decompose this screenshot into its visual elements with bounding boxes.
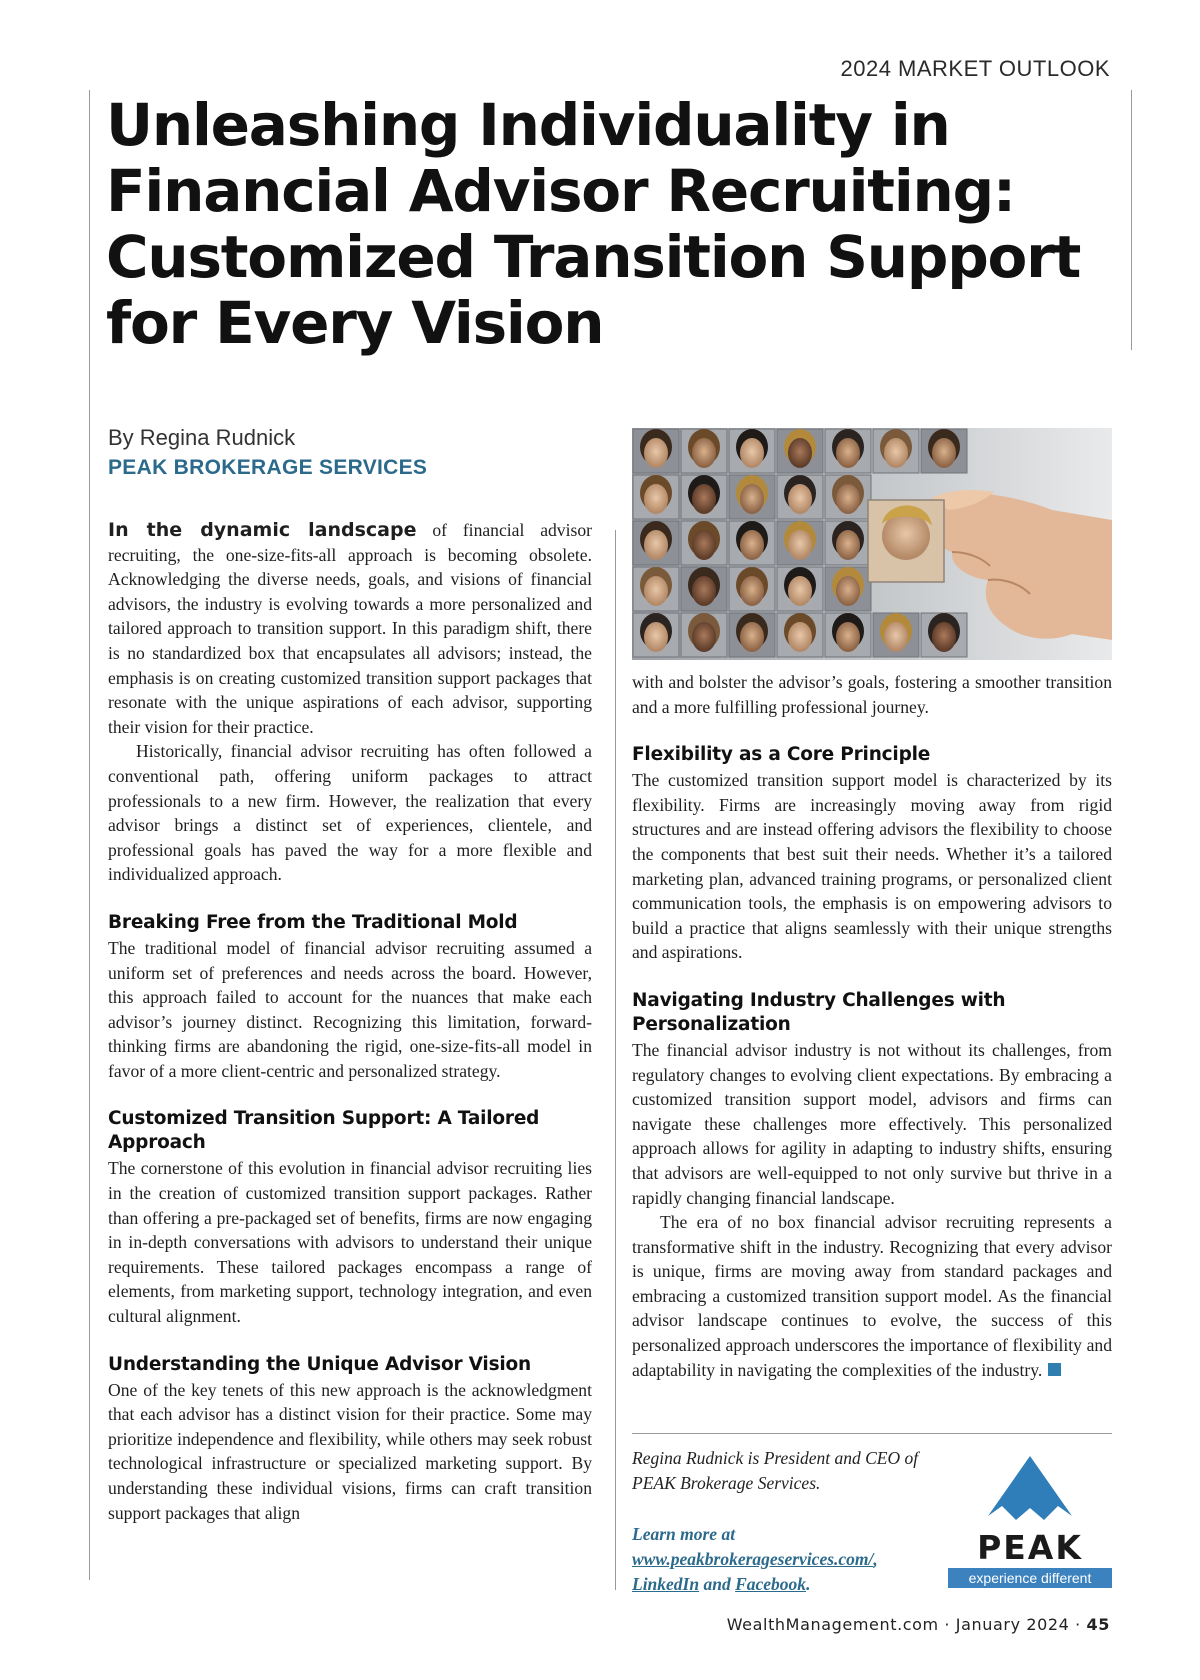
end-square-icon	[1048, 1363, 1061, 1376]
left-column	[108, 518, 592, 1525]
historically-paragraph: Historically, financial advisor recruiting has often followed a conventional path, offering uniform packages to attract professionals to a new firm. However, the realization that every advisor brings a distinct set of experiences, clientele, and professional goals has paved the way for a more flexible and individualized approach.	[108, 741, 592, 885]
puzzle-faces-illustration	[632, 428, 1112, 660]
heading-breaking-free: Breaking Free from the Traditional Mold	[108, 911, 518, 933]
heading-navigating-challenges: Navigating Industry Challenges with Personalization	[632, 989, 1006, 1035]
intro-lead: In the dynamic landscape	[108, 519, 417, 541]
continued-paragraph: with and bolster the advisor’s goals, fostering a smoother transition and a more fulfilling professional journey.	[632, 672, 1112, 717]
footer-site: WealthManagement.com	[726, 1615, 939, 1634]
page-number: 45	[1086, 1615, 1110, 1634]
learn-more	[632, 1522, 932, 1597]
author-bio: Regina Rudnick is President and CEO of PEAK Brokerage Services.	[632, 1448, 919, 1493]
section-label: 2024 MARKET OUTLOOK	[840, 56, 1110, 81]
heading-unique-vision: Understanding the Unique Advisor Vision	[108, 1353, 532, 1375]
link-separator: ,	[873, 1549, 878, 1569]
footer-date: January 2024	[955, 1615, 1070, 1634]
customized-support-paragraph: The cornerstone of this evolution in financial advisor recruiting lies in the creation of customized transition support packages. Rather than offering a pre-packaged set of benefits, firms are now engaging in in-depth conversations with advisors to understand their unique requirements. These tailored packages encompass a range of elements, from marketing support, technology integration, and even cultural alignment.	[108, 1158, 592, 1327]
heading-customized-support: Customized Transition Support: A Tailored Approach	[108, 1108, 540, 1154]
learn-more-prefix: Learn more at	[632, 1524, 736, 1544]
right-header-rule	[1131, 90, 1132, 350]
breaking-free-paragraph: The traditional model of financial advisor recruiting assumed a uniform set of preferences and needs across the board. However, this approach failed to account for the nuances that make each advisor’s journey distinct. Recognizing this limitation, forward-thinking firms are abandoning the rigid, one-size-fits-all model in favor of a more client-centric and personalized strategy.	[108, 937, 592, 1081]
website-link[interactable]: www.peakbrokerageservices.com/	[632, 1549, 874, 1569]
mountain-icon	[948, 1456, 1112, 1530]
heading-flexibility: Flexibility as a Core Principle	[632, 744, 931, 766]
right-column	[632, 670, 1112, 1382]
intro-paragraph	[108, 518, 592, 739]
intro-text: of financial advisor recruiting, the one-size-fits-all approach is becoming obsolete. Acknowledging the diverse needs, goals, and visions of financial advisors, the industry is evolving towards a more personalized and tailored approach to transition support. In this paradigm shift, there is no standardized box that encapsulates all advisors; instead, the emphasis is on creating customized transition support packages that resonate with the unique aspirations of each advisor, supporting their vision for their practice.	[108, 520, 592, 737]
closing-paragraph	[632, 1210, 1112, 1382]
author-company: PEAK BROKERAGE SERVICES	[108, 456, 428, 479]
learn-more-and: and	[703, 1574, 731, 1594]
logo-wordmark: PEAK	[977, 1528, 1083, 1567]
column-divider-rule	[615, 530, 616, 1590]
facebook-link[interactable]: Facebook	[735, 1574, 807, 1594]
article-headline: Unleashing Individuality in Financial Advisor Recruiting: Customized Transition Support for Every Vision	[106, 91, 1081, 357]
left-column-rule	[89, 90, 90, 1580]
logo-tagline: experience different	[948, 1568, 1112, 1588]
flexibility-paragraph: The customized transition support model is characterized by its flexibility. Firms are increasingly moving away from rigid structures and are instead offering advisors the flexibility to choose the components that best suit their needs. Whether it’s a tailored marketing plan, advanced training programs, or personalized client communication tools, the emphasis is on empowering advisors to build a practice that aligns seamlessly with their unique strengths and aspirations.	[632, 770, 1112, 963]
bio-rule	[632, 1433, 1112, 1434]
page-footer: WealthManagement.com · January 2024 · 45	[726, 1615, 1110, 1634]
unique-vision-paragraph: One of the key tenets of this new approach is the acknowledgment that each advisor has a distinct vision for their practice. Some may prioritize independence and flexibility, while others may seek robust technological infrastructure or specialized marketing support. By understanding these individual visions, firms can craft transition support packages that align	[108, 1379, 592, 1523]
peak-logo	[948, 1456, 1112, 1588]
byline: By Regina Rudnick	[108, 425, 296, 450]
closing-text: The era of no box financial advisor recruiting represents a transformative shift in the industry. Recognizing that every advisor is unique, firms are moving away from standard packages and embracing a customized transition support model. As the financial advisor landscape continues to evolve, the success of this personalized approach underscores the importance of flexibility and adaptability in navigating the complexities of the industry.	[632, 1212, 1112, 1380]
puzzle-faces-photo	[632, 428, 1112, 660]
learn-more-end: .	[806, 1574, 811, 1594]
linkedin-link[interactable]: LinkedIn	[632, 1574, 700, 1594]
navigating-paragraph: The financial advisor industry is not without its challenges, from regulatory changes to evolving client expectations. By embracing a customized transition support model, advisors and firms can navigate these challenges more effectively. This personalized approach allows for agility in adapting to industry shifts, ensuring that advisors are well-equipped to not only survive but thrive in a rapidly changing financial landscape.	[632, 1039, 1112, 1208]
